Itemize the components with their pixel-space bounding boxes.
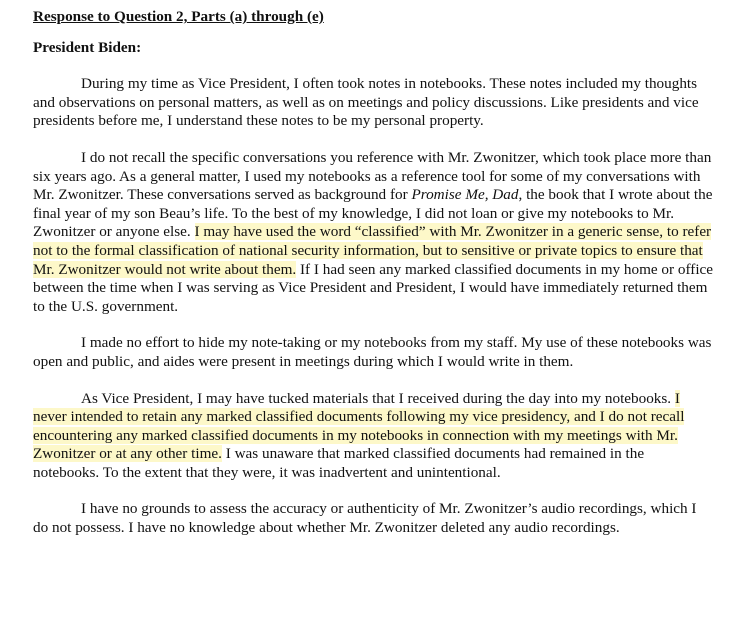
paragraph-note-taking: [33, 334, 714, 371]
paragraph-text: I made no effort to hide my note-taking or my notebooks from my staff. My use of these notebooks was open and public, and aides were present in meetings during which I would write in them.: [33, 334, 712, 370]
paragraph-text: If I had seen any marked classified documents in my home or office between the time when I was serving as Vice President and President, I would have immediately returned them to the U.S. government.: [33, 260, 714, 315]
paragraph-notes: [33, 75, 714, 131]
paragraph-materials: [33, 390, 714, 483]
paragraph-text: During my time as Vice President, I often took notes in notebooks. These notes included my thoughts and observations on personal matters, as well as on meetings and policy discussions. Like presidents and vice presidents before me, I understand these notes to be my personal property.: [33, 75, 699, 130]
highlighted-passage: I may have used the word “classified” with Mr. Zwonitzer in a generic sense, to refer not to the formal classification of national security information, but to sensitive or private topics to ensure that Mr. Zwonitzer would not write about them.: [33, 223, 712, 278]
speaker-label: President Biden:: [33, 38, 142, 56]
paragraph-text: , the book that I wrote about the final year of my son Beau’s life. To the best of my knowledge, I did not loan or give my notebooks to Mr. Zwonitzer or anyone else.: [33, 186, 713, 241]
paragraph-text: As Vice President, I may have tucked materials that I received during the day into my notebooks.: [81, 389, 675, 407]
question-heading: Response to Question 2, Parts (a) through (e): [33, 8, 324, 25]
paragraph-conversations: [33, 149, 714, 316]
highlighted-passage: I never intended to retain any marked classified documents following my vice presidency, and I do not recall encountering any marked classified documents in my notebooks in connection with my meetings with Mr. Zwonitzer or at any other time.: [33, 389, 685, 463]
book-title: Promise Me, Dad: [411, 186, 519, 204]
paragraph-text: I was unaware that marked classified documents had remained in the notebooks. To the extent that they were, it was inadvertent and unintentional.: [33, 445, 645, 481]
paragraph-text: I do not recall the specific conversations you reference with Mr. Zwonitzer, which took place more than six years ago. As a general matter, I used my notebooks as a reference tool for some of my conversations with Mr. Zwonitzer. These conversations served as background for: [33, 148, 712, 204]
paragraph-recordings: [33, 500, 714, 537]
paragraph-text: I have no grounds to assess the accuracy or authenticity of Mr. Zwonitzer’s audio recordings, which I do not possess. I have no knowledge about whether Mr. Zwonitzer deleted any audio recordings.: [33, 500, 697, 537]
